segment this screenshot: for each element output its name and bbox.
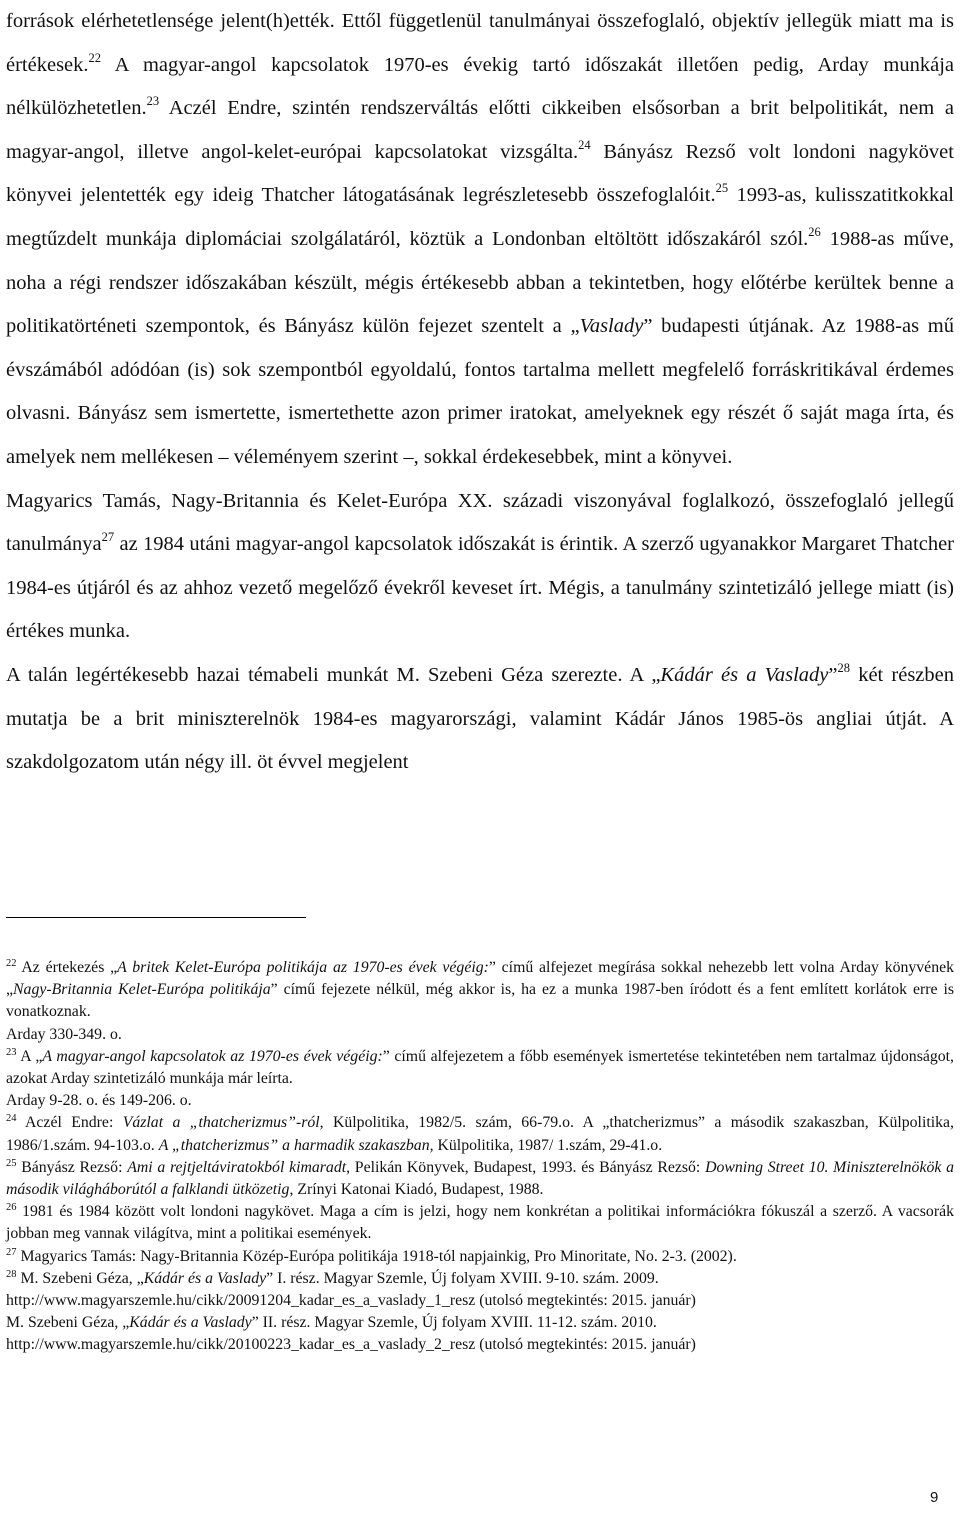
text-run: Az értekezés „ (16, 959, 118, 976)
footnote-27 (6, 1246, 954, 1268)
footnote-separator (6, 917, 306, 918)
footnote-ref-26[interactable]: 26 (808, 224, 821, 239)
italic-title: Nagy-Britannia Kelet-Európa politikája (13, 981, 271, 999)
italic-title: Kádár és a Vaslady (660, 663, 829, 686)
text-run: Bányász Rezső volt londoni nagykövet könyvei jelentették egy ideig Thatcher látogatásának legrészletesebb összefoglalóit. (6, 140, 954, 207)
footnote-28-url-2[interactable]: http://www.magyarszemle.hu/cikk/20100223_kadar_es_a_vaslady_2_resz (utolsó megtekintés: 2015. január) (6, 1336, 696, 1354)
paragraph-1 (6, 0, 954, 480)
footnote-number: 28 (6, 1268, 17, 1280)
text-run: M. Szebeni Géza, „ (6, 1314, 130, 1332)
paragraph-3 (6, 654, 954, 785)
text-run: A talán legértékesebb hazai témabeli munkát M. Szebeni Géza szerezte. A „ (6, 663, 661, 686)
text-run: Magyarics Tamás, Nagy-Britannia és Kelet-Európa XX. századi viszonyával foglalkozó, összefoglaló jellegű tanulmánya (6, 489, 954, 556)
footnote-25 (6, 1157, 954, 1201)
footnote-23 (6, 1046, 954, 1090)
footnote-ref-24[interactable]: 24 (578, 137, 591, 152)
text-run: Bányász Rezső: (16, 1158, 128, 1176)
footnote-28 (6, 1268, 954, 1290)
footnote-23-ref: Arday 9-28. o. és 149-206. o. (6, 1092, 192, 1110)
italic-title: Kádár és a Vaslady (143, 1269, 267, 1287)
footnote-ref-23[interactable]: 23 (146, 94, 160, 109)
footnote-28-line-2 (6, 1312, 954, 1334)
text-run: , Zrínyi Katonai Kiadó, Budapest, 1988. (289, 1181, 544, 1199)
text-run: két részben mutatja be a brit miniszterelnök 1984-es magyarországi, valamint Kádár János 1985-ös angliai útját. A szakdolgozatom után négy ill. öt évvel megjelent (6, 663, 955, 774)
italic-title: Ami a rejtjeltáviratokból kimaradt (127, 1158, 347, 1176)
text-run: ” II. rész. Magyar Szemle, Új folyam XVIII. 11-12. szám. 2010. (251, 1314, 657, 1332)
text-run: Magyarics Tamás: Nagy-Britannia Közép-Európa politikája 1918-tól napjainkig, Pro Minoritate, No. 2-3. (2002). (16, 1247, 737, 1265)
text-run: , Pelikán Könyvek, Budapest, 1993. és Bányász Rezső: (346, 1158, 706, 1176)
footnote-24 (6, 1112, 954, 1156)
footnote-number: 27 (6, 1246, 17, 1258)
italic-title: A „thatcherizmus” a harmadik szakaszban, (158, 1136, 434, 1154)
footnote-ref-25[interactable]: 25 (715, 181, 729, 196)
main-text (6, 0, 954, 785)
footnote-26 (6, 1201, 954, 1245)
footnote-ref-22[interactable]: 22 (88, 50, 102, 65)
footnote-number: 25 (6, 1157, 17, 1169)
footnote-22-ref: Arday 330-349. o. (6, 1025, 122, 1043)
footnote-22 (6, 957, 954, 1024)
footnote-number: 23 (6, 1046, 17, 1058)
text-run: ” I. rész. Magyar Szemle, Új folyam XVIII. 9-10. szám. 2009. (266, 1269, 659, 1287)
text-run: M. Szebeni Géza, „ (16, 1269, 144, 1287)
text-run: források elérhetetlensége jelent(h)ették. Ettől függetlenül tanulmányai összefoglaló, objektív jellegük miatt ma is értékesek. (6, 10, 954, 76)
footnote-number: 22 (6, 958, 17, 969)
text-run: 1993-as, kulisszatitkokkal megtűzdelt munkája diplomáciai szolgálatáról, köztük a Londonban eltöltött időszakáról szól. (6, 184, 954, 250)
italic-title: A magyar-angol kapcsolatok az 1970-es évek végéig: (42, 1047, 383, 1065)
footnote-number: 24 (6, 1113, 17, 1125)
text-run: 1981 és 1984 között volt londoni nagykövet. Maga a cím is jelzi, hogy nem konkrétan a politikai információkra fókuszál a szerző. A vacsorák jobban meg vannak világítva, mint a politikai események. (6, 1203, 954, 1243)
text-run: , Külpolitika, 1982/5. szám, 66-79.o. A „thatcherizmus” a második szakaszban, Külpolitika, 1986/1.szám. 94-103.o. (6, 1114, 954, 1154)
text-run: ” című alfejezet megírása sokkal nehezebb lett volna Arday könyvének „ (6, 959, 955, 999)
paragraph-2 (6, 480, 954, 654)
footnotes (6, 957, 954, 1357)
italic-title: Vázlat a „thatcherizmus”-ról (122, 1114, 320, 1132)
text-run: ” (828, 663, 838, 686)
italic-title: Kádár és a Vaslady (129, 1314, 252, 1332)
text-run: A magyar-angol kapcsolatok 1970-es évekig tartó időszakát illetően pedig, Arday munkája nélkülözhetetlen. (6, 53, 954, 120)
italic-title: Vaslady (579, 315, 644, 338)
italic-title: Downing Street 10. Miniszterelnökök a második világháborútól a falklandi ütközetig (6, 1158, 955, 1199)
italic-title: A britek Kelet-Európa politikája az 1970-es évek végéig: (117, 959, 489, 976)
footnote-ref-28[interactable]: 28 (837, 660, 851, 675)
text-run: Aczél Endre: (16, 1114, 123, 1132)
footnote-28-url-1[interactable]: http://www.magyarszemle.hu/cikk/20091204_kadar_es_a_vaslady_1_resz (utolsó megtekintés: 2015. január) (6, 1292, 696, 1310)
text-run: 1988-as műve, noha a régi rendszer időszakában készült, mégis értékesebb abban a tekintetben, hogy előtérbe kerültek benne a politikatörténeti szempontok, és Bányász külön fejezet szentelt a „ (6, 227, 954, 338)
footnote-number: 26 (6, 1202, 17, 1214)
page-number: 9 (930, 1489, 939, 1506)
text-run: A „ (16, 1047, 43, 1065)
text-run: ” című alfejezetem a főbb események ismertetése tekintetében nem tartalmaz újdonságot, azokat Arday szintetizáló munkája már leírta. (6, 1047, 954, 1088)
footnote-ref-27[interactable]: 27 (101, 530, 115, 545)
text-run: ” budapesti útjának. Az 1988-as mű évszámából adódóan (is) sok szempontból egyoldalú, fontos tartalma mellett megfelelő forráskritikával érdemes olvasni. Bányász sem ismertette, ismertethette azon primer iratokat, amelyeknek egy részét ő saját maga írta, és amelyek nem mellékesen – véleményem szerint –, sokkal érdekesebbek, mint a könyvei. (6, 315, 954, 468)
text-run: Aczél Endre, szintén rendszerváltás előtti cikkeiben elsősorban a brit belpolitikát, nem a magyar-angol, illetve angol-kelet-európai kapcsolatokat vizsgálta. (6, 97, 954, 163)
text-run: Külpolitika, 1987/ 1.szám, 29-41.o. (433, 1136, 663, 1154)
text-run: ” című fejezete nélkül, még akkor is, ha ez a munka 1987-ben íródott és a fent említett korlátok erre is vonatkoznak. (6, 981, 954, 1021)
text-run: az 1984 utáni magyar-angol kapcsolatok időszakát is érintik. A szerző ugyanakkor Margaret Thatcher 1984-es útjáról és az ahhoz vezető megelőző évekről keveset írt. Mégis, a tanulmány szintetizáló jellege miatt (is) értékes munka. (6, 533, 954, 643)
